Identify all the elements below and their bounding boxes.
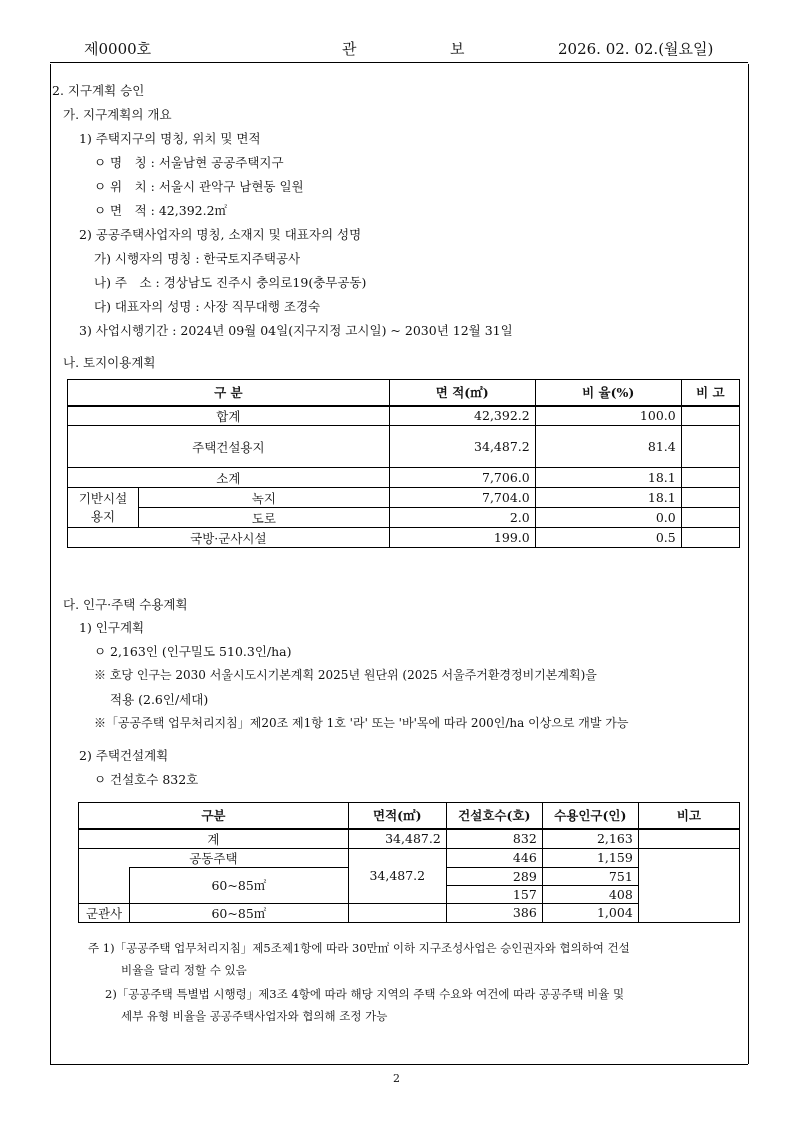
housing-plan-title: 2) 주택건설계획 — [79, 748, 169, 763]
page-header — [0, 38, 793, 60]
issue-number: 제0000호 — [84, 40, 152, 58]
size-label: 60~85㎡ — [130, 867, 349, 903]
pop-note-1b: 적용 (2.6인/세대) — [110, 692, 209, 707]
cell-area: 7,706.0 — [389, 468, 535, 488]
land-use-table — [67, 379, 740, 548]
footnote-1b: 비율을 달리 정할 수 있음 — [121, 963, 247, 977]
cell-ratio: 18.1 — [535, 468, 681, 488]
table-row — [68, 528, 740, 548]
cell-pop: 2,163 — [542, 829, 638, 849]
cell-note — [681, 528, 739, 548]
infra-group-label: 기반시설 용지 — [68, 488, 139, 528]
table-row — [68, 508, 740, 528]
row-label: 소계 — [68, 468, 390, 488]
col-note: 비고 — [638, 803, 739, 829]
cell-ratio: 0.5 — [535, 528, 681, 548]
cell-note — [681, 488, 739, 508]
pop-total: ㅇ 2,163인 (인구밀도 510.3인/ha) — [94, 644, 292, 659]
cell-pop: 1,159 — [542, 848, 638, 867]
cell-ratio: 18.1 — [535, 488, 681, 508]
col-area: 면적(㎡) — [348, 803, 446, 829]
table-row — [79, 848, 740, 867]
cell-area: 7,704.0 — [389, 488, 535, 508]
table-row — [79, 829, 740, 849]
table-row — [68, 468, 740, 488]
cell-area — [348, 903, 446, 922]
row-label: 합계 — [68, 406, 390, 426]
table-row — [68, 406, 740, 426]
item-2: 2) 공공주택사업자의 명칭, 소재지 및 대표자의 성명 — [79, 227, 362, 242]
subsection-da: 다. 인구·주택 수용계획 — [63, 597, 188, 612]
footnote-2: 2)「공공주택 특별법 시행령」제3조 4항에 따라 해당 지역의 주택 수요와 여건에 따라 공공주택 비율 및 — [105, 987, 625, 1001]
item-1: 1) 주택지구의 명칭, 위치 및 면적 — [79, 131, 261, 146]
district-name: ㅇ 명 칭 : 서울남현 공공주택지구 — [94, 155, 284, 170]
cell-units: 386 — [446, 903, 542, 922]
district-location: ㅇ 위 치 : 서울시 관악구 남현동 일원 — [94, 179, 304, 194]
cell-pop: 1,004 — [542, 903, 638, 922]
col-category: 구분 — [79, 803, 349, 829]
row-label: 군관사 — [79, 903, 130, 922]
table-header-row — [79, 803, 740, 829]
indent-cell — [79, 867, 130, 903]
pop-note-2: ※「공공주택 업무처리지침」제20조 제1항 1호 '라' 또는 '바'목에 따라 200인/ha 이상으로 개발 가능 — [94, 716, 629, 730]
col-ratio: 비 율(%) — [535, 380, 681, 406]
cell-note — [638, 848, 739, 922]
issue-date: 2026. 02. 02.(월요일) — [558, 40, 714, 58]
cell-note — [681, 468, 739, 488]
cell-ratio: 100.0 — [535, 406, 681, 426]
table-row — [68, 426, 740, 468]
cell-area: 34,487.2 — [348, 848, 446, 903]
subsection-ga: 가. 지구계획의 개요 — [63, 107, 172, 122]
cell-area: 2.0 — [389, 508, 535, 528]
page-number: 2 — [393, 1072, 400, 1085]
cell-pop: 408 — [542, 885, 638, 903]
cell-area: 34,487.2 — [348, 829, 446, 849]
row-label: 도로 — [139, 508, 390, 528]
operator-name: 가) 시행자의 명칭 : 한국토지주택공사 — [94, 251, 301, 266]
row-label: 주택건설용지 — [68, 426, 390, 468]
cell-units: 832 — [446, 829, 542, 849]
table-row — [68, 488, 740, 508]
row-label: 국방·군사시설 — [68, 528, 390, 548]
cell-area: 42,392.2 — [389, 406, 535, 426]
cell-ratio: 0.0 — [535, 508, 681, 528]
housing-units: ㅇ 건설호수 832호 — [94, 772, 199, 787]
cell-pop: 751 — [542, 867, 638, 885]
footnote-2b: 세부 유형 비율을 공공주택사업자와 협의해 조정 가능 — [121, 1009, 388, 1023]
cell-units: 446 — [446, 848, 542, 867]
section-title: 2. 지구계획 승인 — [52, 83, 145, 98]
cell-area: 34,487.2 — [389, 426, 535, 468]
gazette-title-1: 관 — [342, 40, 357, 58]
row-label: 공동주택 — [79, 848, 349, 867]
cell-units: 289 — [446, 867, 542, 885]
pop-plan-title: 1) 인구계획 — [79, 620, 145, 635]
col-population: 수용인구(인) — [542, 803, 638, 829]
col-area: 면 적(㎡) — [389, 380, 535, 406]
housing-table — [78, 802, 740, 923]
cell-units: 157 — [446, 885, 542, 903]
footnote-1: 주 1)「공공주택 업무처리지침」제5조제1항에 따라 30만㎡ 이하 지구조성사업은 승인권자와 협의하여 건설 — [88, 941, 630, 955]
pop-note-1: ※ 호당 인구는 2030 서울시도시기본계획 2025년 원단위 (2025 서울주거환경정비기본계획)을 — [94, 668, 597, 682]
cell-note — [681, 406, 739, 426]
footer-rule — [50, 1064, 748, 1065]
operator-address: 나) 주 소 : 경상남도 진주시 충의로19(충무공동) — [94, 275, 367, 290]
operator-representative: 다) 대표자의 성명 : 사장 직무대행 조경숙 — [94, 299, 321, 314]
district-area: ㅇ 면 적 : 42,392.2㎡ — [94, 203, 228, 218]
cell-note — [681, 508, 739, 528]
col-category: 구 분 — [68, 380, 390, 406]
cell-note — [681, 426, 739, 468]
col-units: 건설호수(호) — [446, 803, 542, 829]
cell-area: 199.0 — [389, 528, 535, 548]
subsection-na: 나. 토지이용계획 — [63, 355, 156, 370]
gazette-title-2: 보 — [450, 40, 465, 58]
col-note: 비 고 — [681, 380, 739, 406]
project-period: 3) 사업시행기간 : 2024년 09월 04일(지구지정 고시일) ~ 2030년 12월 31일 — [79, 323, 513, 338]
row-label: 계 — [79, 829, 349, 849]
row-label: 녹지 — [139, 488, 390, 508]
cell-ratio: 81.4 — [535, 426, 681, 468]
cell-note — [638, 829, 739, 849]
size-label: 60~85㎡ — [130, 903, 349, 922]
table-header-row — [68, 380, 740, 406]
